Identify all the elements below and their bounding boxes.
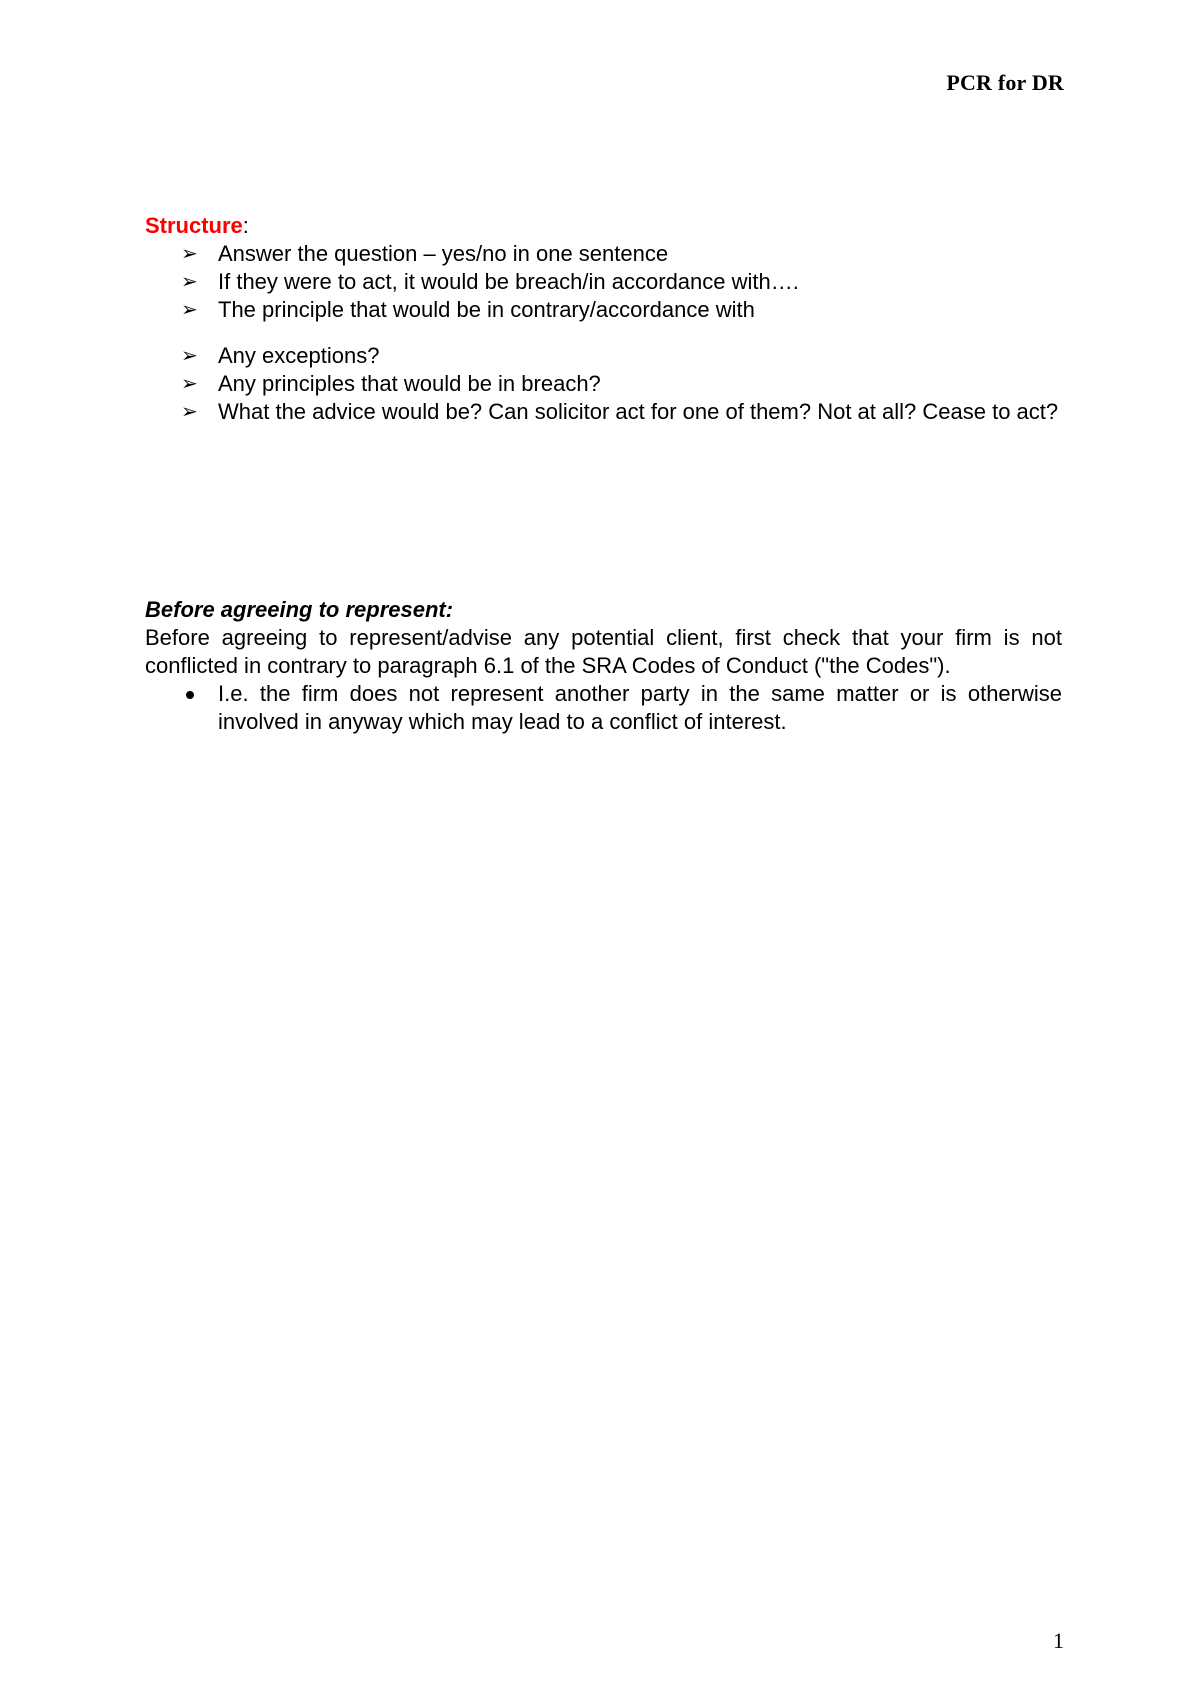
arrow-bullet-icon: ➢ xyxy=(181,373,198,395)
section-paragraph: Before agreeing to represent/advise any potential client, first check that your firm is not conflicted in contrary to paragraph 6.1 of the SRA Codes of Conduct ("the Codes"). xyxy=(145,625,1062,678)
bullet-dot-icon xyxy=(186,691,194,699)
structure-label: Structure xyxy=(145,213,243,238)
list-item-text: I.e. the firm does not represent another party in the same matter or is otherwise involved in anyway which may lead to a conflict of interest. xyxy=(218,681,1062,734)
section-heading: Before agreeing to represent: xyxy=(145,597,454,622)
structure-heading xyxy=(145,212,1062,240)
arrow-bullet-icon: ➢ xyxy=(181,299,198,321)
page-header: PCR for DR xyxy=(946,70,1064,95)
structure-list-1 xyxy=(145,240,1062,324)
arrow-bullet-icon: ➢ xyxy=(181,401,198,423)
list-item-text: If they were to act, it would be breach/in accordance with…. xyxy=(218,269,799,294)
list-item xyxy=(145,296,1062,324)
list-item-text: What the advice would be? Can solicitor act for one of them? Not at all? Cease to act? xyxy=(218,399,1059,424)
list-item-text: Any principles that would be in breach? xyxy=(218,371,601,396)
list-item-text: Any exceptions? xyxy=(218,343,380,368)
list-item-text: Answer the question – yes/no in one sentence xyxy=(218,241,669,266)
arrow-bullet-icon: ➢ xyxy=(181,271,198,293)
arrow-bullet-icon: ➢ xyxy=(181,243,198,265)
structure-list-2 xyxy=(145,342,1062,426)
document-body xyxy=(145,212,1062,736)
list-item xyxy=(145,370,1062,398)
list-item xyxy=(145,268,1062,296)
list-item xyxy=(145,342,1062,370)
list-item xyxy=(145,680,1062,736)
structure-colon: : xyxy=(242,213,249,238)
list-item-text: The principle that would be in contrary/accordance with xyxy=(218,297,755,322)
before-agreeing-section xyxy=(145,596,1062,736)
arrow-bullet-icon: ➢ xyxy=(181,345,198,367)
list-item xyxy=(145,398,1062,426)
list-item xyxy=(145,240,1062,268)
page-number: 1 xyxy=(1053,1628,1064,1653)
before-agreeing-bullets xyxy=(145,680,1062,736)
